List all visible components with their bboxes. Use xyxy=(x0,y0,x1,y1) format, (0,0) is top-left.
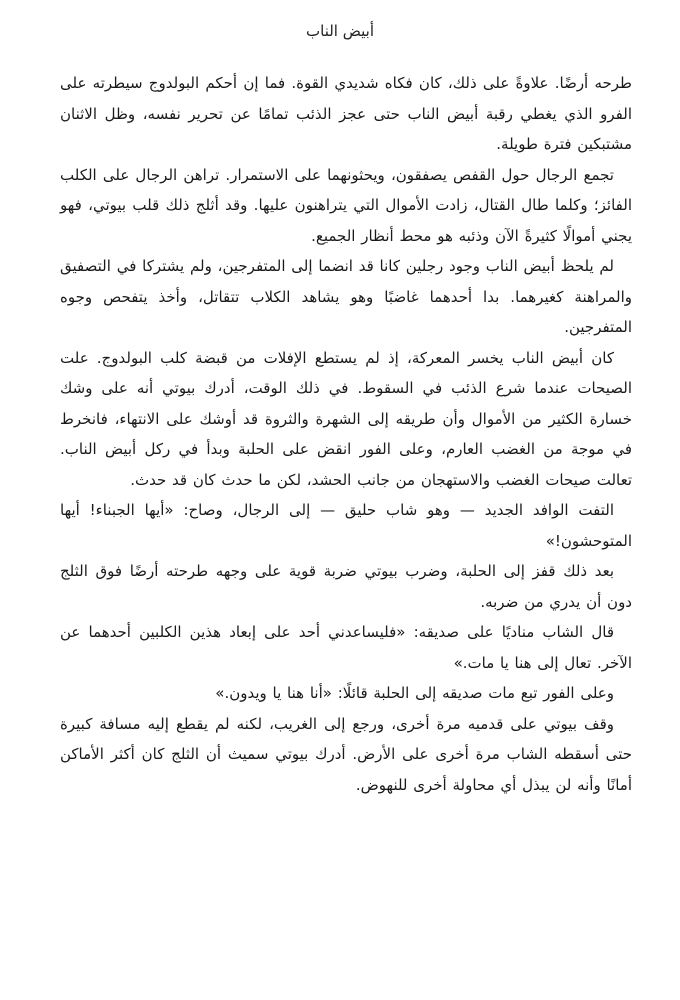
paragraph: طرحه أرضًا. علاوةً على ذلك، كان فكاه شديدي القوة. فما إن أحكم البولدوج سيطرته على الفرو الذي يغطي رقبة أبيض الناب حتى عجز الذئب تمامًا عن تحرير نفسه، وظل الاثنان مشتبكين فترة طويلة. xyxy=(60,74,632,153)
paragraph: بعد ذلك قفز إلى الحلبة، وضرب بيوتي ضربة قوية على وجهه طرحته أرضًا فوق الثلج دون أن يدري من ضربه. xyxy=(60,562,632,611)
paragraph: تجمع الرجال حول القفص يصفقون، ويحثونهما على الاستمرار. تراهن الرجال على الكلب الفائز؛ وكلما طال القتال، زادت الأموال التي يتراهنون عليها. وقد أثلج ذلك قلب بيوتي، فهو يجني أموالًا كثيرةً الآن وذئبه هو محط أنظار الجميع. xyxy=(60,165,632,245)
body-text xyxy=(60,68,632,800)
paragraph: التفت الوافد الجديد — وهو شاب حليق — إلى الرجال، وصاح: «أيها الجبناء! أيها المتوحشون!» xyxy=(60,501,632,550)
paragraph: لم يلحظ أبيض الناب وجود رجلين كانا قد انضما إلى المتفرجين، ولم يشتركا في التصفيق والمراهنة كغيرهما. بدا أحدهما غاضبًا وهو يشاهد الكلاب تتقاتل، وأخذ يتفحص وجوه المتفرجين. xyxy=(60,257,632,336)
running-head: أبيض الناب xyxy=(306,22,374,40)
paragraph: كان أبيض الناب يخسر المعركة، إذ لم يستطع الإفلات من قبضة كلب البولدوج. علت الصيحات عندما شرع الذئب في السقوط. في ذلك الوقت، أدرك بيوتي أنه على وشك خسارة الكثير من الأموال وأن طريقه إلى الشهرة والثروة قد أوشك على الانتهاء، فانخرط في موجة من الغضب العارم، وعلى الفور انقض على الحلبة وبدأ في ركل أبيض الناب. تعالت صيحات الغضب والاستهجان من جانب الحشد، لكن ما حدث كان قد حدث. xyxy=(60,348,632,489)
paragraph: وقف بيوتي على قدميه مرة أخرى، ورجع إلى الغريب، لكنه لم يقطع إليه مسافة كبيرة حتى أسقطه الشاب مرة أخرى على الأرض. أدرك بيوتي سميث أن الثلج كان أكثر الأماكن أمانًا وأنه لن يبذل أي محاولة أخرى للنهوض. xyxy=(60,714,632,794)
paragraph: وعلى الفور تبع مات صديقه إلى الحلبة قائلًا: «أنا هنا يا ويدون.» xyxy=(215,684,614,702)
paragraph: قال الشاب مناديًا على صديقه: «فليساعدني أحد على إبعاد هذين الكلبين أحدهما عن الآخر. تعال إلى هنا يا مات.» xyxy=(60,623,632,672)
